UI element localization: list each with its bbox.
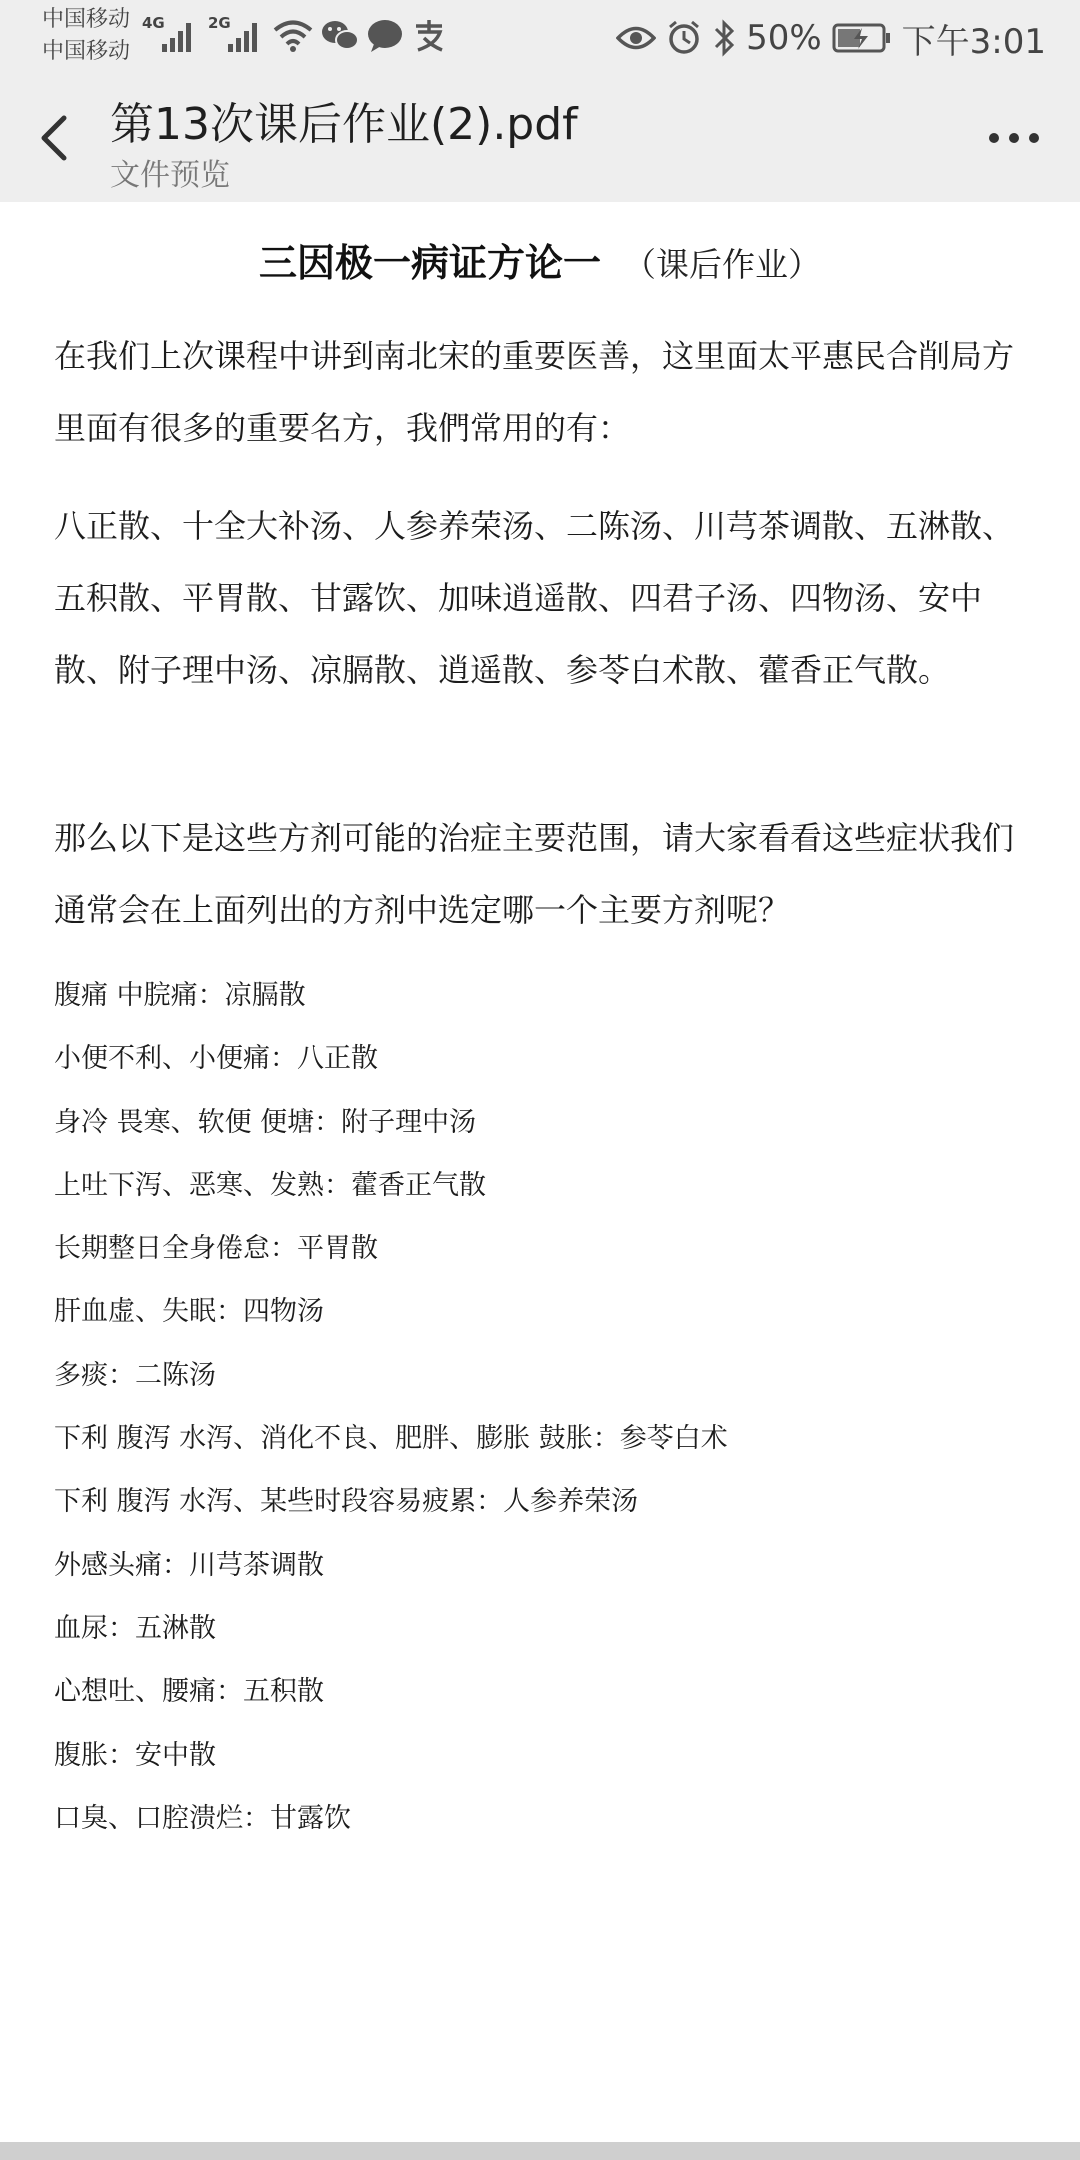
- signal-icon: [226, 20, 262, 54]
- list-item: 多痰：二陈汤: [54, 1359, 216, 1391]
- list-item: 口臭、口腔溃烂：甘露饮: [54, 1802, 351, 1834]
- back-button[interactable]: [28, 106, 84, 170]
- battery-percent: 50%: [746, 18, 822, 58]
- carrier-label-2: 中国移动: [42, 39, 131, 64]
- list-item: 外感头痛：川芎茶调散: [54, 1549, 324, 1581]
- list-item: 腹痛 中脘痛：凉膈散: [54, 980, 306, 1011]
- symptom-list: [54, 964, 1034, 1850]
- carrier-label-1: 中国移动: [42, 7, 131, 32]
- status-bar: [0, 0, 1080, 76]
- more-options-button[interactable]: [984, 116, 1044, 160]
- formula-list-paragraph: 八正散、十全大补汤、人参养荣汤、二陈汤、川芎茶调散、五淋散、五积散、平胃散、甘露饮、加味逍遥散、四君子汤、四物汤、安中散、附子理中汤、凉膈散、逍遥散、参苓白术散、藿香正气散。: [54, 507, 1015, 689]
- file-title: 第13次课后作业(2).pdf: [110, 99, 578, 150]
- status-indicators: [616, 14, 1046, 62]
- bluetooth-icon: [712, 19, 736, 57]
- file-preview-label: 文件预览: [110, 158, 230, 193]
- wifi-icon: [272, 18, 314, 54]
- signal-icon: [160, 20, 196, 54]
- eye-icon: [616, 23, 656, 53]
- network-type-2: 2G: [208, 14, 231, 32]
- wechat-icon: [320, 18, 360, 54]
- back-arrow-icon: [44, 118, 64, 158]
- list-item: 身冷 畏寒、软便 便塘：附子理中汤: [54, 1106, 477, 1138]
- list-item: 下利 腹泻 水泻、某些时段容易疲累：人参养荣汤: [54, 1486, 639, 1518]
- list-item: 长期整日全身倦怠：平胃散: [54, 1233, 378, 1265]
- clock-time: 下午3:01: [901, 21, 1046, 62]
- list-item: 血尿：五淋散: [54, 1612, 216, 1644]
- document-title-note: （课后作业）: [623, 245, 821, 284]
- network-type-1: 4G: [142, 14, 165, 32]
- question-paragraph: 那么以下是这些方剂可能的治症主要范围，请大家看看这些症状我们通常会在上面列出的方剂中选定哪一个主要方剂呢？: [54, 819, 1015, 929]
- alarm-icon: [666, 20, 702, 56]
- list-item: 肝血虚、失眠：四物汤: [54, 1296, 324, 1328]
- list-item: 上吐下泻、恶寒、发熟：藿香正气散: [54, 1169, 486, 1201]
- battery-icon: [832, 22, 892, 54]
- alipay-icon: [412, 18, 446, 54]
- document-title: [0, 232, 1080, 287]
- message-icon: [366, 18, 404, 54]
- more-dots-icon: [989, 133, 1039, 143]
- document-title-main: 三因极一病证方论一: [258, 240, 601, 285]
- app-bar: [0, 76, 1080, 202]
- list-item: 小便不利、小便痛：八正散: [54, 1043, 378, 1075]
- bottom-scroll-bar: [0, 2142, 1080, 2160]
- list-item: 腹胀：安中散: [54, 1739, 216, 1771]
- list-item: 下利 腹泻 水泻、消化不良、肥胖、膨胀 鼓胀：参苓白术: [54, 1423, 728, 1455]
- pdf-document-view[interactable]: [0, 202, 1080, 2142]
- intro-paragraph: 在我们上次课程中讲到南北宋的重要医善，这里面太平惠民合削局方里面有很多的重要名方，我們常用的有：: [54, 337, 1015, 447]
- list-item: 心想吐、腰痛：五积散: [54, 1676, 324, 1708]
